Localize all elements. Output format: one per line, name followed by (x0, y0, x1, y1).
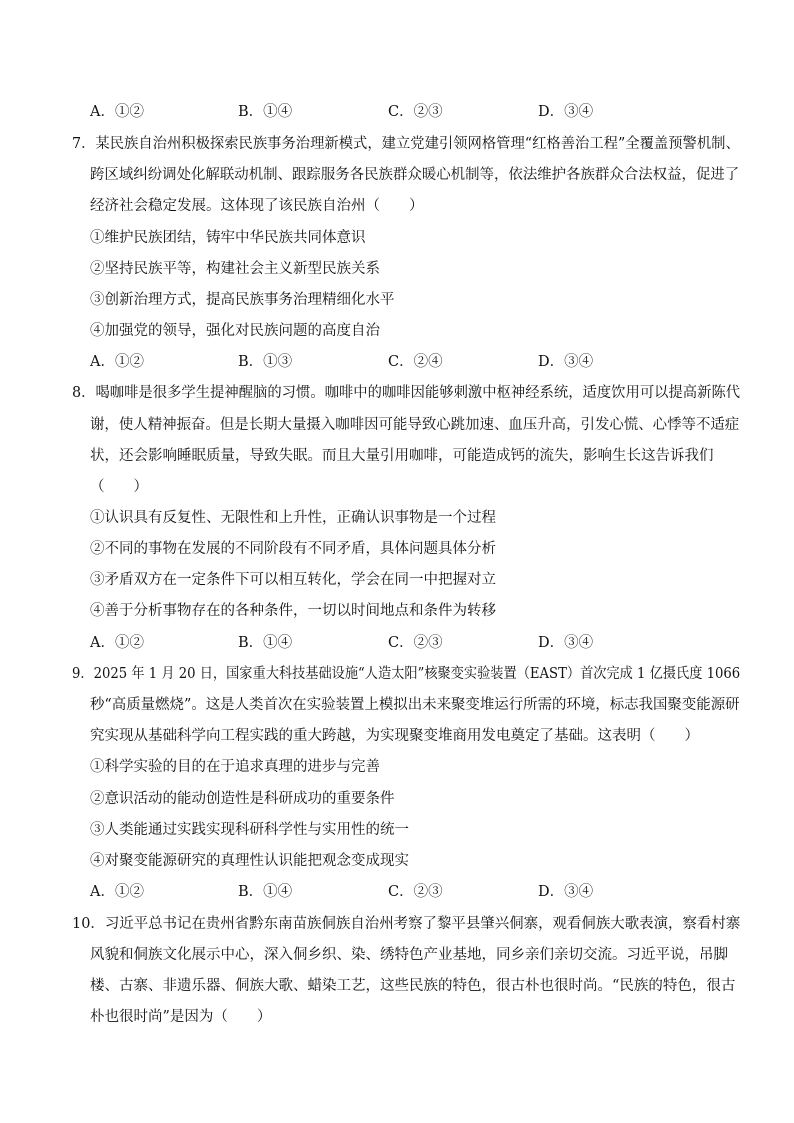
q6-option-b[interactable]: B．①④ (238, 104, 293, 120)
q9-option-a[interactable]: A．①② (90, 884, 144, 900)
q10-stem-line-2: 风貌和侗族文化展示中心，深入侗乡织、染、绣特色产业基地，同乡亲们亲切交流。习近平说，吊脚 (90, 947, 728, 963)
q10-stem-line-1: 10．习近平总书记在贵州省黔东南苗族侗族自治州考察了黎平县肇兴侗寨，观看侗族大歌表演，察看村寨 (72, 916, 741, 932)
q10-stem-line-3: 楼、古寨、非遗乐器、侗族大歌、蜡染工艺，这些民族的特色，很古朴也很时尚。“民族的特色，很古 (90, 978, 736, 994)
q7-options (90, 352, 730, 372)
q7-option-d[interactable]: D．③④ (538, 354, 594, 370)
q9-option-d[interactable]: D．③④ (538, 884, 594, 900)
q10-stem-line-4: 朴也很时尚”是因为（ ） (90, 1009, 272, 1025)
q9-option-c[interactable]: C．②③ (388, 884, 443, 900)
q8-item-1: ①认识具有反复性、无限性和上升性，正确认识事物是一个过程 (90, 510, 496, 526)
q9-option-b[interactable]: B．①④ (238, 884, 293, 900)
q8-option-d[interactable]: D．③④ (538, 635, 594, 651)
q8-item-2: ②不同的事物在发展的不同阶段有不同矛盾，具体问题具体分析 (90, 541, 496, 557)
q6-options (90, 102, 730, 122)
q9-stem-line-2: 秒“高质量燃烧”。这是人类首次在实验装置上模拟出未来聚变堆运行所需的环境，标志我国聚变能源研 (90, 697, 740, 713)
q9-item-3: ③人类能通过实践实现科研科学性与实用性的统一 (90, 822, 409, 838)
q7-option-b[interactable]: B．①③ (238, 354, 293, 370)
q9-item-4: ④对聚变能源研究的真理性认识能把观念变成现实 (90, 853, 409, 869)
q6-option-d[interactable]: D．③④ (538, 104, 594, 120)
q7-option-a[interactable]: A．①② (90, 354, 144, 370)
q8-option-c[interactable]: C．②③ (388, 635, 443, 651)
q8-stem-line-3: 状，还会影响睡眠质量，导致失眠。而且大量引用咖啡，可能造成钙的流失，影响生长这告诉我们 (90, 448, 714, 464)
q9-options (90, 882, 730, 902)
q8-stem-line-2: 谢，使人精神振奋。但是长期大量摄入咖啡因可能导致心跳加速、血压升高，引发心慌、心悸等不适症 (90, 417, 740, 433)
q7-item-1: ①维护民族团结，铸牢中华民族共同体意识 (90, 230, 366, 246)
q7-item-3: ③创新治理方式，提高民族事务治理精细化水平 (90, 292, 395, 308)
q8-item-3: ③矛盾双方在一定条件下可以相互转化，学会在同一中把握对立 (90, 572, 496, 588)
q6-option-c[interactable]: C．②③ (388, 104, 443, 120)
q7-stem-line-2: 跨区域纠纷调处化解联动机制、跟踪服务各民族群众暖心机制等，依法维护各族群众合法权益，促进了 (90, 167, 740, 183)
q7-stem-line-3: 经济社会稳定发展。这体现了该民族自治州（ ） (90, 198, 424, 214)
q7-stem-line-1: 7．某民族自治州积极探索民族事务治理新模式，建立党建引领网格管理“红格善治工程”全覆盖预警机制、 (72, 136, 740, 152)
q9-stem-line-3: 究实现从基础科学向工程实践的重大跨越，为实现聚变堆商用发电奠定了基础。这表明（ ） (90, 728, 699, 744)
q6-option-a[interactable]: A．①② (90, 104, 144, 120)
q9-item-2: ②意识活动的能动创造性是科研成功的重要条件 (90, 791, 395, 807)
q8-stem-line-1: 8．喝咖啡是很多学生提神醒脑的习惯。咖啡中的咖啡因能够刺激中枢神经系统，适度饮用可以提高新陈代 (72, 385, 741, 401)
q8-option-b[interactable]: B．①④ (238, 635, 293, 651)
q9-stem-line-1: 9．2025 年 1 月 20 日，国家重大科技基础设施“人造太阳”核聚变实验装置（EAST）首次完成 1 亿摄氏度 1066 (72, 666, 741, 682)
q8-option-a[interactable]: A．①② (90, 635, 144, 651)
q7-item-2: ②坚持民族平等，构建社会主义新型民族关系 (90, 261, 380, 277)
q9-item-1: ①科学实验的目的在于追求真理的进步与完善 (90, 759, 380, 775)
q8-stem-line-4: （ ） (90, 479, 148, 495)
q7-option-c[interactable]: C．②④ (388, 354, 443, 370)
q7-item-4: ④加强党的领导，强化对民族问题的高度自治 (90, 323, 380, 339)
q8-item-4: ④善于分析事物存在的各种条件，一切以时间地点和条件为转移 (90, 603, 496, 619)
q8-options (90, 633, 730, 653)
